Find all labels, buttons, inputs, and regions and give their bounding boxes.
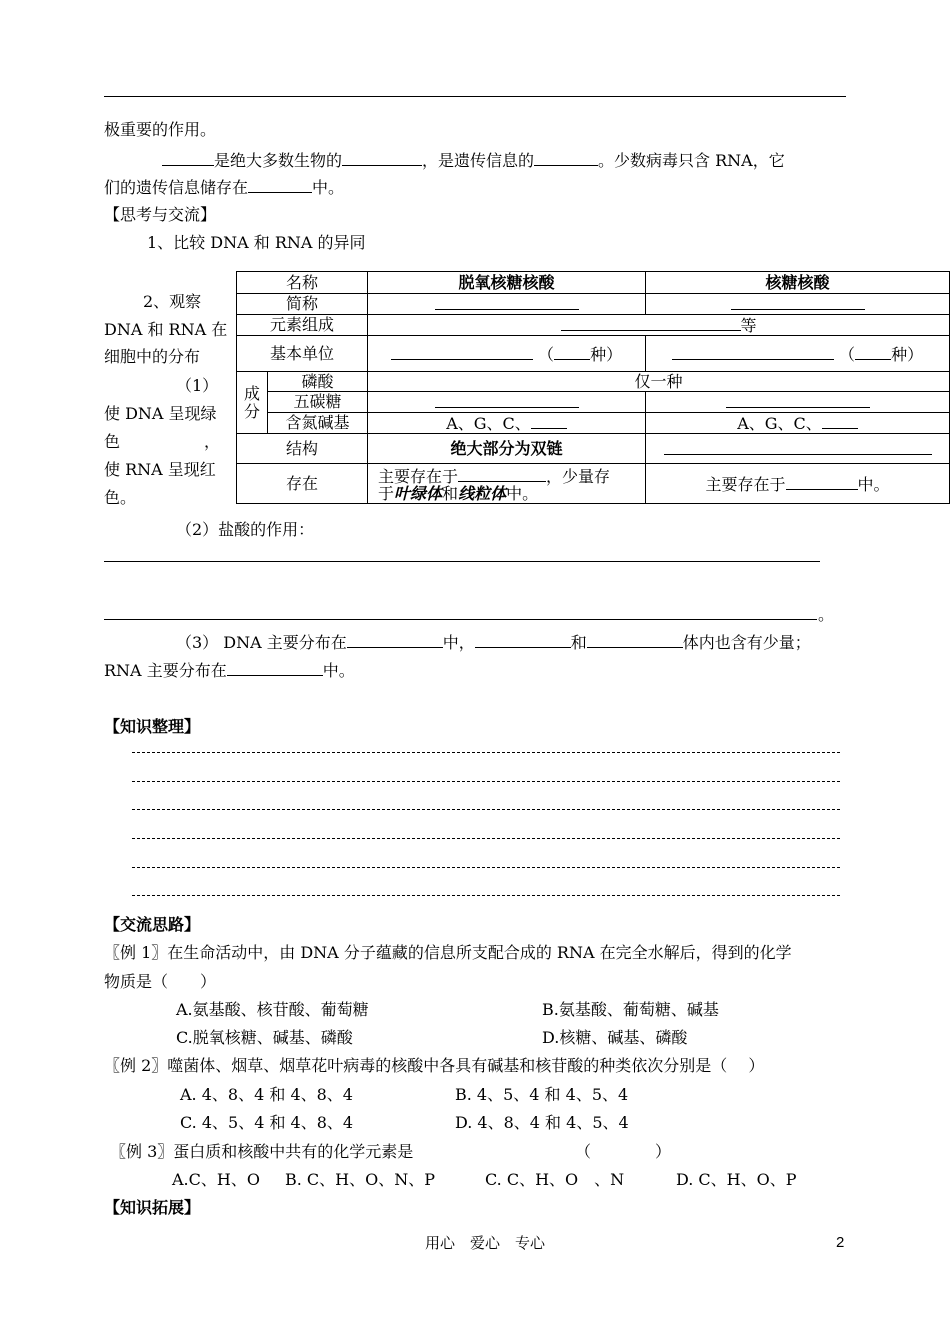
left-text: DNA 和 RNA 在 — [104, 320, 228, 339]
blank[interactable] — [162, 150, 214, 166]
blank[interactable] — [855, 344, 891, 360]
question-3-line-1: （3） DNA 主要分布在 中， 和 体内也含有少量； — [176, 633, 811, 652]
answer-paren[interactable]: （ ） — [575, 1142, 672, 1161]
row-label: 五碳糖 — [268, 392, 368, 413]
example-1-stem: 〖例 1〗在生命活动中，由 DNA 分子蕴藏的信息所支配合成的 RNA 在完全水解后，得到的化学 — [104, 943, 792, 962]
intro-line-1: 极重要的作用。 — [104, 120, 217, 139]
answer-line[interactable] — [104, 619, 817, 620]
section-exchange: 【交流思路】 — [104, 915, 201, 934]
left-text: 色。 — [104, 488, 137, 507]
answer-end: 。 — [818, 605, 835, 624]
answer-line[interactable] — [104, 561, 820, 562]
table-row — [237, 464, 950, 504]
blank[interactable] — [786, 474, 858, 490]
left-text: 使 RNA 呈现红 — [104, 460, 216, 479]
option[interactable]: C. C、H、O 、N — [485, 1170, 625, 1189]
option[interactable]: D. 4、8、4 和 4、5、4 — [455, 1113, 629, 1132]
table-row — [237, 434, 950, 464]
section-extend: 【知识拓展】 — [104, 1198, 201, 1217]
header-rule — [104, 96, 846, 97]
question-3-line-2: RNA 主要分布在 中。 — [104, 661, 355, 680]
example-2-stem: 〖例 2〗噬菌体、烟草、烟草花叶病毒的核酸中各具有碱基和核苷酸的种类依次分别是（ ） — [104, 1056, 765, 1075]
table-row — [237, 272, 950, 294]
option[interactable]: C. 4、5、4 和 4、8、4 — [180, 1113, 354, 1132]
table-cell: （ 种） — [368, 336, 646, 372]
blank[interactable] — [731, 294, 865, 310]
table-row — [237, 372, 950, 392]
table-cell: A、G、C、 — [646, 413, 950, 434]
header-cell: 名称 — [237, 272, 368, 294]
blank[interactable] — [342, 150, 422, 166]
section-knowledge: 【知识整理】 — [104, 717, 201, 736]
blank[interactable] — [531, 413, 567, 429]
left-text: 色 — [104, 432, 121, 451]
blank[interactable] — [248, 177, 312, 193]
dashed-line[interactable] — [132, 867, 840, 868]
question-1: 1、比较 DNA 和 RNA 的异同 — [147, 233, 366, 252]
table-cell: （ 种） — [646, 336, 950, 372]
blank[interactable] — [672, 344, 834, 360]
blank[interactable] — [435, 294, 579, 310]
table-cell: 绝大部分为双链 — [368, 434, 646, 464]
blank[interactable] — [391, 344, 533, 360]
option[interactable]: A.C、H、O — [172, 1170, 260, 1189]
blank[interactable] — [726, 392, 870, 408]
example-1-stem: 物质是（ ） — [104, 972, 217, 991]
blank[interactable] — [664, 439, 932, 455]
option[interactable]: A.氨基酸、核苷酸、葡萄糖 — [176, 1000, 369, 1019]
table-cell — [646, 294, 950, 315]
left-text: ， — [204, 432, 221, 451]
footer-text: 用心 爱心 专心 — [425, 1234, 546, 1252]
question-2: （2）盐酸的作用： — [176, 520, 315, 539]
row-label: 元素组成 — [237, 315, 368, 336]
blank[interactable] — [435, 392, 579, 408]
example-3-stem: 〖例 3〗蛋白质和核酸中共有的化学元素是 — [110, 1142, 414, 1161]
row-label: 含氮碱基 — [268, 413, 368, 434]
table-row — [237, 315, 950, 336]
table-row — [237, 392, 950, 413]
blank[interactable] — [554, 344, 590, 360]
blank[interactable] — [227, 660, 323, 676]
option[interactable]: D. C、H、O、P — [676, 1170, 797, 1189]
page-number: 2 — [836, 1234, 845, 1251]
dashed-line[interactable] — [132, 895, 840, 896]
table-cell: 仅一种 — [368, 372, 950, 392]
table-cell — [368, 392, 646, 413]
header-cell: 核糖核酸 — [646, 272, 950, 294]
intro-line-3: 们的遗传信息储存在 中。 — [104, 178, 345, 197]
row-label: 结构 — [237, 434, 368, 464]
table-cell: 主要存在于 中。 — [646, 464, 950, 504]
row-label: 磷酸 — [268, 372, 368, 392]
left-text: 使 DNA 呈现绿 — [104, 404, 217, 423]
intro-line-2: 是绝大多数生物的 ，是遗传信息的 。少数病毒只含 RNA，它 — [162, 150, 785, 171]
section-think: 【思考与交流】 — [104, 205, 217, 224]
option[interactable]: A. 4、8、4 和 4、8、4 — [180, 1085, 353, 1104]
table-cell: A、G、C、 — [368, 413, 646, 434]
row-label: 简称 — [237, 294, 368, 315]
blank[interactable] — [534, 150, 598, 166]
table-cell — [646, 392, 950, 413]
left-text: （1） — [176, 376, 219, 395]
row-label: 存在 — [237, 464, 368, 504]
left-text: 2、观察 — [143, 292, 202, 311]
blank[interactable] — [822, 413, 858, 429]
left-text: 细胞中的分布 — [104, 347, 201, 366]
blank[interactable] — [561, 315, 741, 331]
table-row — [237, 294, 950, 315]
comparison-table — [236, 271, 950, 504]
blank[interactable] — [587, 632, 683, 648]
table-cell: 等 — [368, 315, 950, 336]
option[interactable]: C.脱氧核糖、碱基、磷酸 — [176, 1028, 353, 1047]
dashed-line[interactable] — [132, 809, 840, 810]
blank[interactable] — [458, 466, 546, 482]
dashed-line[interactable] — [132, 781, 840, 782]
row-label: 基本单位 — [237, 336, 368, 372]
row-label: 成 分 — [237, 372, 268, 434]
option[interactable]: B. 4、5、4 和 4、5、4 — [455, 1085, 629, 1104]
header-cell: 脱氧核糖核酸 — [368, 272, 646, 294]
dashed-line[interactable] — [132, 838, 840, 839]
option[interactable]: B. C、H、O、N、P — [285, 1170, 436, 1189]
blank[interactable] — [347, 632, 443, 648]
table-cell — [646, 434, 950, 464]
table-row — [237, 336, 950, 372]
dashed-line[interactable] — [132, 752, 840, 753]
option[interactable]: D.核糖、碱基、磷酸 — [542, 1028, 688, 1047]
table-cell — [368, 294, 646, 315]
option[interactable]: B.氨基酸、葡萄糖、碱基 — [542, 1000, 719, 1019]
table-row — [237, 413, 950, 434]
blank[interactable] — [475, 632, 571, 648]
table-cell: 主要存在于 ，少量存 于叶绿体和线粒体中。 — [368, 464, 646, 504]
